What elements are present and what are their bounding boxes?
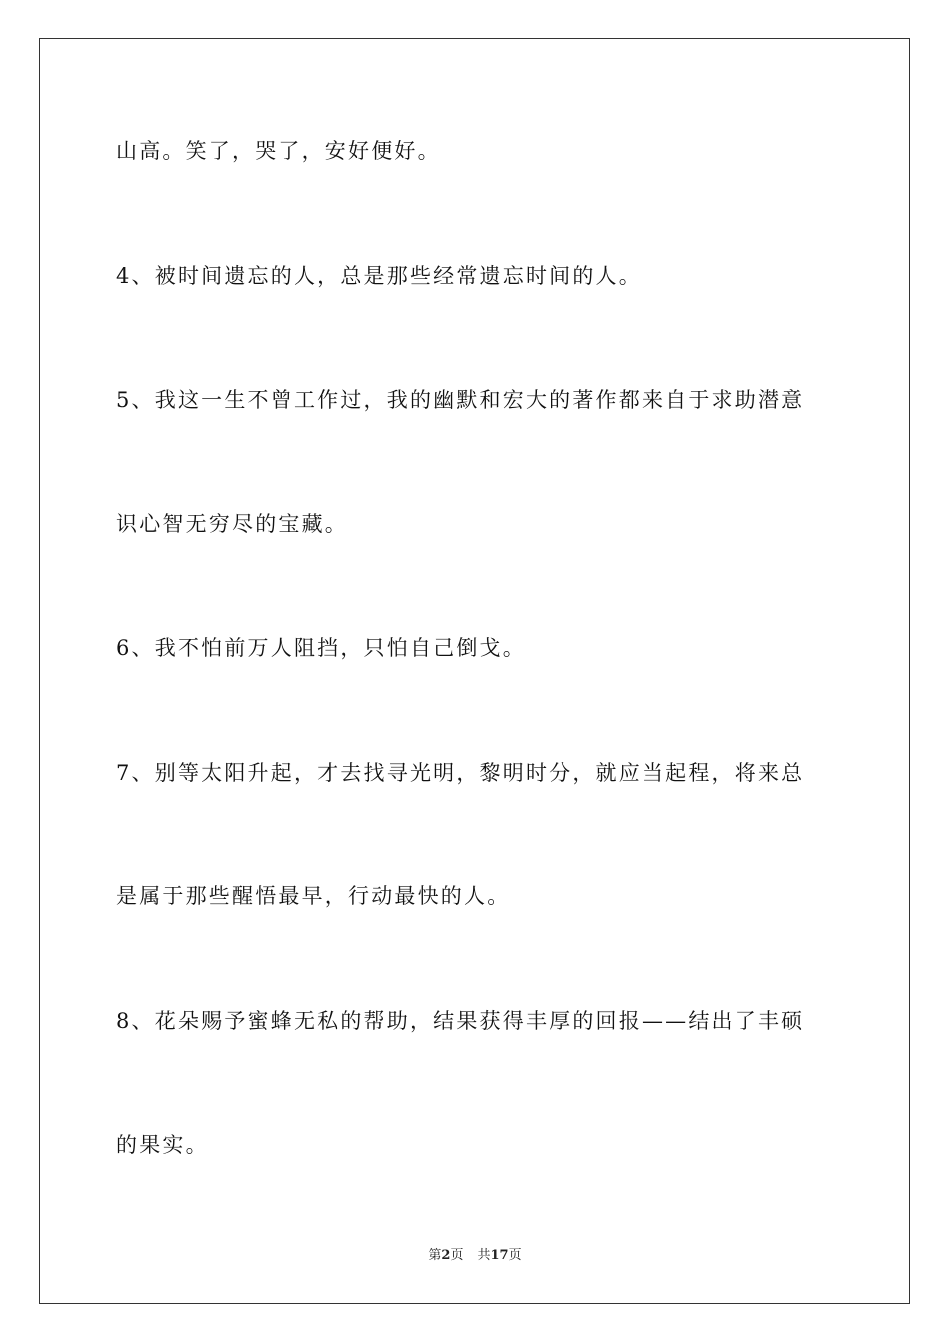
page-prefix: 第 bbox=[428, 1248, 442, 1263]
page-number: 2 bbox=[441, 1248, 451, 1263]
text-line-item-7-cont: 是属于那些醒悟最早，行动最快的人。 bbox=[116, 884, 511, 908]
page-border bbox=[39, 38, 910, 1304]
page-footer bbox=[0, 1247, 950, 1265]
text-line-1: 山高。笑了，哭了，安好便好。 bbox=[116, 139, 441, 163]
text-line-item-6: 6、我不怕前万人阻挡，只怕自己倒戈。 bbox=[116, 636, 526, 660]
total-prefix: 共 bbox=[477, 1248, 491, 1263]
total-pages: 17 bbox=[490, 1248, 509, 1263]
text-line-item-7: 7、别等太阳升起，才去找寻光明，黎明时分，就应当起程，将来总 bbox=[116, 761, 805, 785]
text-line-item-4: 4、被时间遗忘的人，总是那些经常遗忘时间的人。 bbox=[116, 264, 642, 288]
text-line-item-5: 5、我这一生不曾工作过，我的幽默和宏大的著作都来自于求助潜意 bbox=[116, 388, 805, 412]
total-suffix: 页 bbox=[508, 1248, 522, 1263]
page-suffix: 页 bbox=[450, 1248, 464, 1263]
text-line-item-8: 8、花朵赐予蜜蜂无私的帮助，结果获得丰厚的回报——结出了丰硕 bbox=[116, 1009, 805, 1033]
text-line-item-5-cont: 识心智无穷尽的宝藏。 bbox=[116, 512, 348, 536]
text-line-item-8-cont: 的果实。 bbox=[116, 1133, 209, 1157]
